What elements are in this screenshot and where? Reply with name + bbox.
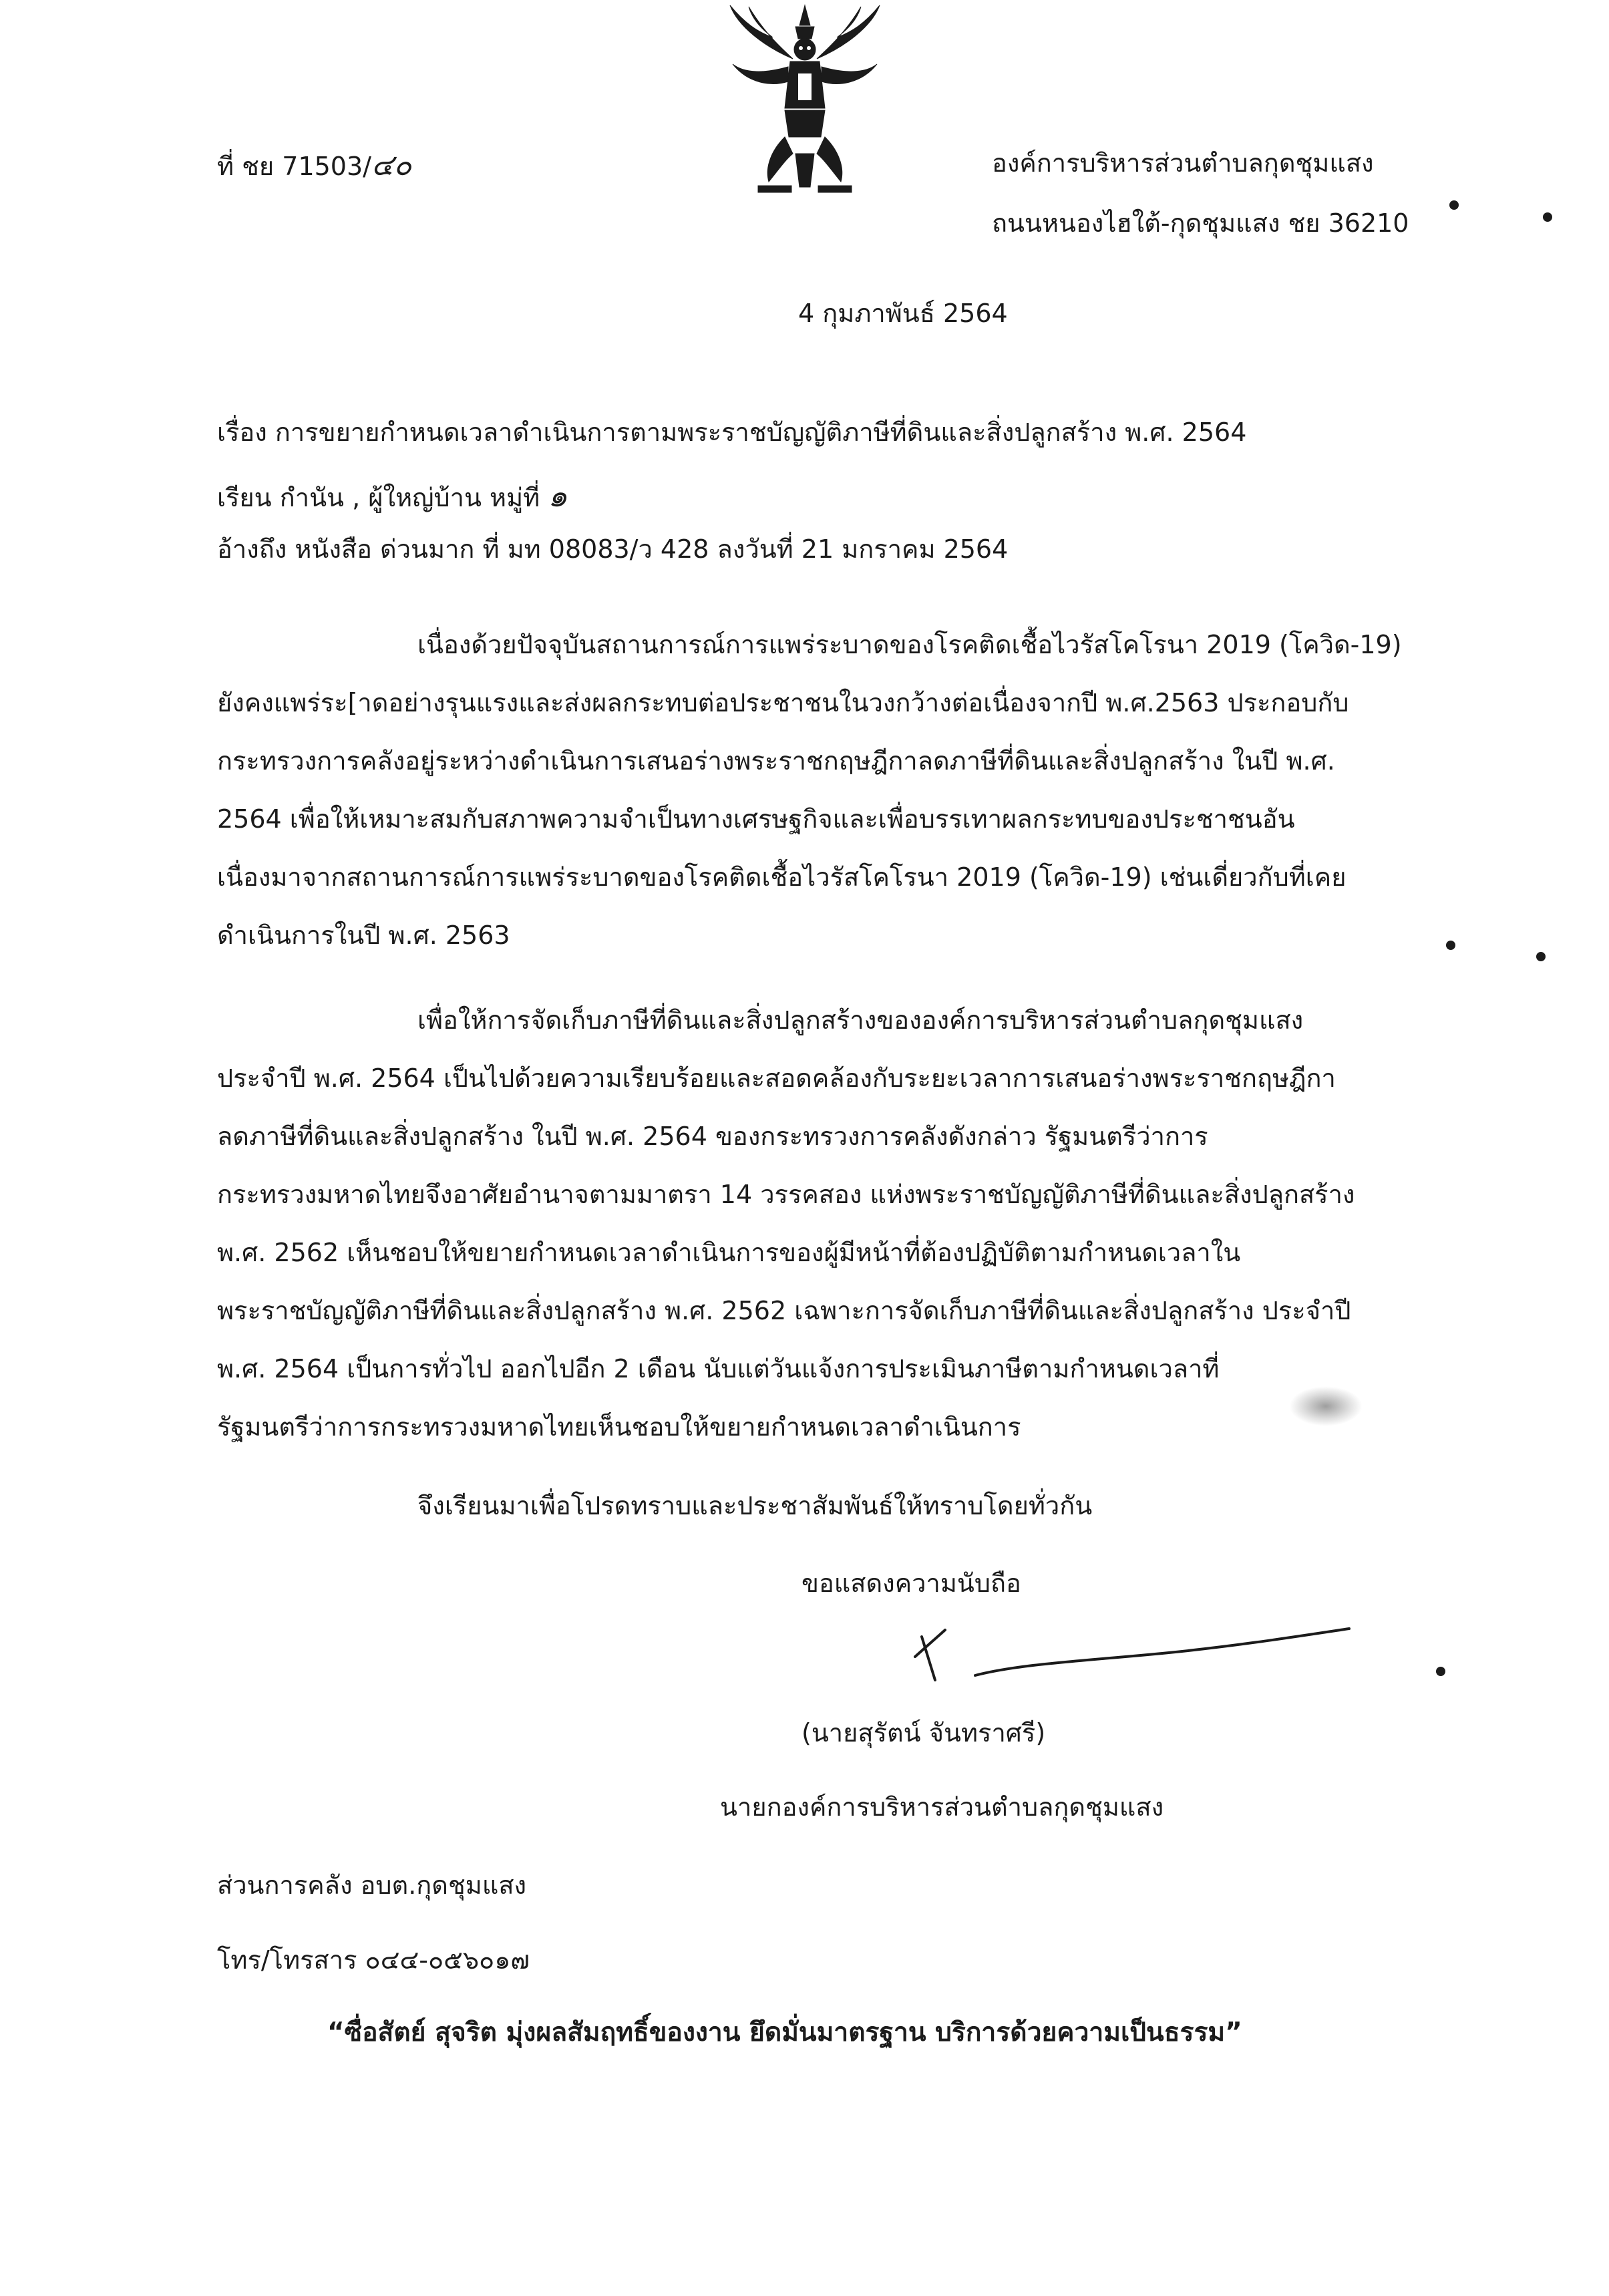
- signer-title: นายกองค์การบริหารส่วนตำบลกุดชุมแสง: [720, 1792, 1164, 1822]
- scan-speck: [1436, 1667, 1445, 1676]
- garuda-emblem: [718, 0, 892, 200]
- paragraph2-line: พ.ศ. 2564 เป็นการทั่วไป ออกไปอีก 2 เดือน นับแต่วันแจ้งการประเมินภาษีตามกำหนดเวลาที่: [217, 1354, 1220, 1383]
- paragraph2-line: พระราชบัญญัติภาษีที่ดินและสิ่งปลูกสร้าง พ.ศ. 2562 เฉพาะการจัดเก็บภาษีที่ดินและสิ่งปลูกสร้าง ประจำปี: [217, 1296, 1351, 1325]
- subject-line: เรื่อง การขยายกำหนดเวลาดำเนินการตามพระราชบัญญัติภาษีที่ดินและสิ่งปลูกสร้าง พ.ศ. 2564: [217, 418, 1247, 447]
- recipient-line: [217, 478, 567, 514]
- paragraph1-line: 2564 เพื่อให้เหมาะสมกับสภาพความจำเป็นทางเศรษฐกิจและเพื่อบรรเทาผลกระทบของประชาชนอัน: [217, 804, 1295, 834]
- scan-speck: [1449, 200, 1459, 210]
- scan-speck: [1536, 952, 1546, 961]
- paragraph2-line: พ.ศ. 2562 เห็นชอบให้ขยายกำหนดเวลาดำเนินการของผู้มีหน้าที่ต้องปฏิบัติตามกำหนดเวลาใน: [217, 1238, 1241, 1267]
- reference-number-handwritten: ๔๐: [371, 148, 412, 182]
- paragraph2-line: กระทรวงมหาดไทยจึงอาศัยอำนาจตามมาตรา 14 วรรคสอง แห่งพระราชบัญญัติภาษีที่ดินและสิ่งปลูกสร้าง: [217, 1180, 1355, 1209]
- recipient-handwritten: ๑: [548, 478, 568, 514]
- organization-motto: “ซื่อสัตย์ สุจริต มุ่งผลสัมฤทธิ์ของงาน ยึดมั่นมาตรฐาน บริการด้วยความเป็นธรรม”: [327, 2017, 1242, 2047]
- paragraph1-line: เนื่องมาจากสถานการณ์การแพร่ระบาดของโรคติดเชื้อไวรัสโคโรนา 2019 (โควิด-19) เช่นเดี่ยวกับที่เคย: [217, 862, 1347, 892]
- paragraph2-line: รัฐมนตรีว่าการกระทรวงมหาดไทยเห็นชอบให้ขยายกำหนดเวลาดำเนินการ: [217, 1412, 1021, 1442]
- department: ส่วนการคลัง อบต.กุดชุมแสง: [217, 1870, 527, 1900]
- paragraph2-line: ประจำปี พ.ศ. 2564 เป็นไปด้วยความเรียบร้อยและสอดคล้องกับระยะเวลาการเสนอร่างพระราชกฤษฎีกา: [217, 1063, 1336, 1093]
- scan-speck: [1543, 212, 1552, 222]
- scan-speck: [1446, 941, 1455, 950]
- paragraph1-line: ดำเนินการในปี พ.ศ. 2563: [217, 921, 510, 950]
- paragraph1-line: กระทรวงการคลังอยู่ระหว่างดำเนินการเสนอร่างพระราชกฤษฎีกาลดภาษีที่ดินและสิ่งปลูกสร้าง ในปี พ.ศ.: [217, 746, 1335, 776]
- reference-number-text: ที่ ชย 71503/: [217, 152, 371, 181]
- signer-name: (นายสุรัตน์ จันทราศรี): [801, 1718, 1046, 1748]
- paragraph1-line: ยังคงแพร่ระ[าดอย่างรุนแรงและส่งผลกระทบต่อประชาชนในวงกว้างต่อเนื่องจากปี พ.ศ.2563 ประกอบกับ: [217, 688, 1349, 717]
- closing-line: จึงเรียนมาเพื่อโปรดทราบและประชาสัมพันธ์ให้ทราบโดยทั่วกัน: [417, 1491, 1093, 1520]
- letter-date: 4 กุมภาพันธ์ 2564: [798, 299, 1008, 328]
- paragraph2-line: เพื่อให้การจัดเก็บภาษีที่ดินและสิ่งปลูกสร้างขององค์การบริหารส่วนตำบลกุดชุมแสง: [417, 1005, 1304, 1035]
- organization-name: องค์การบริหารส่วนตำบลกุดชุมแสง: [992, 148, 1374, 178]
- contact-phone-fax: โทร/โทรสาร ๐๔๔-๐๕๖๐๑๗: [217, 1945, 530, 1975]
- signature-mark: [888, 1617, 1356, 1703]
- organization-address: ถนนหนองไฮใต้-กุดชุมแสง ชย 36210: [992, 208, 1409, 238]
- scan-smudge: [1289, 1386, 1363, 1426]
- paragraph1-line: เนื่องด้วยปัจจุบันสถานการณ์การแพร่ระบาดของโรคติดเชื้อไวรัสโคโรนา 2019 (โควิด-19): [417, 630, 1402, 659]
- reference-line: อ้างถึง หนังสือ ด่วนมาก ที่ มท 08083/ว 428 ลงวันที่ 21 มกราคม 2564: [217, 534, 1009, 564]
- paragraph2-line: ลดภาษีที่ดินและสิ่งปลูกสร้าง ในปี พ.ศ. 2564 ของกระทรวงการคลังดังกล่าว รัฐมนตรีว่าการ: [217, 1122, 1208, 1151]
- recipient-text: เรียน กำนัน , ผู้ใหญ่บ้าน หมู่ที่: [217, 483, 540, 512]
- reference-number: [217, 148, 411, 184]
- complimentary-close: ขอแสดงความนับถือ: [801, 1569, 1021, 1598]
